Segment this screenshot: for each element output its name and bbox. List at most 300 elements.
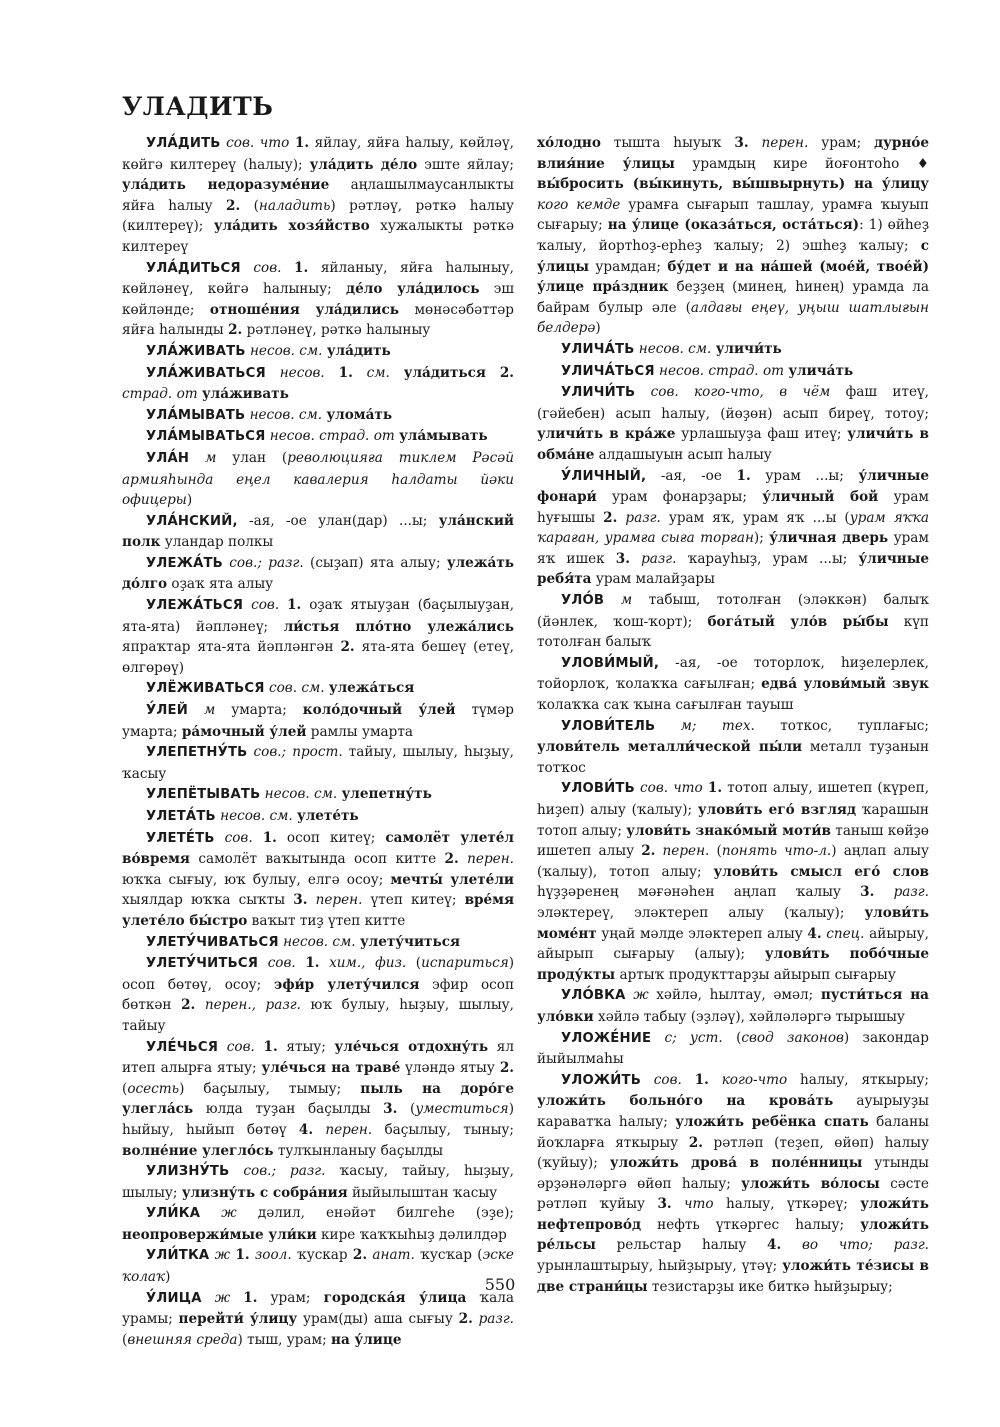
entry-text: ятыу; (277, 1038, 335, 1055)
entry-text: кире ҡаҡҡыһыҙ дәлилдәр (316, 1226, 507, 1243)
entry-text (195, 997, 205, 1013)
entry-lemma: УЛИ́КА (146, 1206, 201, 1222)
entry-text: ула́дить хозя́йство (213, 218, 370, 235)
entry-text (749, 135, 762, 151)
entry-text: мөнәсәбәттәр яйға һалынды (122, 301, 515, 339)
entry-text: оҙаҡ ята алыу (167, 576, 274, 593)
entry-text: пыль на доро́ге улегла́сь (122, 1080, 514, 1118)
entry-text: уландар полкы (160, 534, 274, 551)
entry-text: эфир осоп бөткән (122, 976, 515, 1014)
entry-lemma: УЛЕПЁТЫВАТЬ (146, 787, 261, 803)
entry-text: уложи́ть во́лосы (741, 1175, 880, 1192)
entry-text: улови́ть смысл его́ слов (713, 863, 929, 880)
dictionary-entry (122, 1161, 514, 1203)
entry-text: во что; разг. (801, 1237, 930, 1254)
dictionary-entry (122, 363, 514, 405)
entry-text (243, 597, 251, 613)
entry-text: уличи́ть в обма́не (537, 426, 929, 463)
entry-text: ула́живать (201, 386, 289, 403)
entry-text: ҡала урамы; (122, 1289, 514, 1328)
entry-text: вы́бросить (вы́кинуть, вы́швырнуть) на у́лицу (537, 176, 929, 193)
entry-text: ( (122, 1080, 128, 1097)
entry-text: кого-что (721, 1071, 788, 1088)
entry-text: несов. страд. от (269, 428, 395, 445)
entry-text: урамға сығарып ташлау, урамға ҡыуып сығарыу; (537, 196, 929, 234)
entry-text: ял итеп алырға ятыу; (122, 1038, 514, 1077)
entry-text (188, 702, 204, 718)
entry-text: осесть (127, 1080, 180, 1097)
dictionary-entry (122, 1037, 514, 1162)
entry-text: артыҡ продукттарҙы айырып сығарыу (615, 966, 896, 983)
entry-text: сов. что (640, 780, 703, 797)
entry-text: ( (122, 1331, 128, 1348)
entry-text: разг. (478, 1311, 515, 1328)
entry-text: ( (240, 197, 259, 214)
entry-text: вре́мя улете́ло бы́стро (122, 892, 515, 929)
entry-text: перен. (662, 843, 710, 860)
entry-text: уличи́ть (715, 340, 782, 357)
entry-text: айырыу, айырып сығарыу (алыу); (537, 925, 930, 963)
entry-text: перен., разг. (204, 997, 301, 1014)
entry-lemma: УЛА́МЫВАТЬ (146, 407, 246, 423)
entry-text: м (205, 449, 217, 466)
entry-text: 3. (734, 135, 749, 151)
entry-text: улету́читься (359, 933, 461, 950)
dictionary-entry (537, 985, 929, 1027)
entry-text: ула́дить недоразуме́ние (122, 177, 330, 194)
entry-text: см. (366, 364, 390, 381)
entry-text (218, 1039, 227, 1055)
entry-text (215, 830, 225, 846)
entry-text: яйлау, яйға һалыу, көйләү, көйгә килтереү (һалыу); (122, 135, 514, 173)
dictionary-entry (537, 382, 929, 465)
entry-text: сов. что (226, 135, 290, 151)
entry-text: улома́ть (326, 406, 393, 423)
entry-text: улови́ть моме́нт (537, 904, 929, 942)
dictionary-entry (122, 426, 514, 448)
entry-text: эфи́р улету́чился (274, 976, 420, 993)
entry-text: сов.; разг. (229, 554, 304, 571)
entry-lemma: УЛА́ЖИВАТЬСЯ (146, 365, 266, 381)
entry-text: урам һуғышы (537, 489, 929, 526)
entry-text (258, 955, 268, 971)
entry-text: рамлы умарта (306, 723, 413, 740)
entry-text: 2. (688, 1134, 703, 1151)
entry-text (325, 365, 339, 381)
entry-lemma: У́ЛИЧНЫЙ, (561, 468, 647, 484)
entry-text: несов. см. (638, 340, 712, 357)
entry-text: м (620, 592, 633, 609)
entry-lemma: УЛЁЖИВАТЬСЯ (146, 681, 265, 697)
dictionary-entry (122, 511, 514, 553)
entry-text: у́личный бой (762, 489, 879, 506)
entry-text: улича́ть (788, 362, 854, 379)
entry-text: таныш көйҙө ишетеп алыу (537, 822, 929, 860)
entry-text: 1. (338, 364, 353, 381)
entry-text: несов. (279, 364, 325, 381)
entry-text: оҙаҡ ятыуҙан (баҫылыуҙан, ята-ята) йәпләнеү; (122, 597, 515, 635)
entry-text: 3. (657, 1196, 672, 1213)
entry-text: түмәр умарта; (122, 702, 514, 740)
entry-text: алдағы еңеү, уңыш шатлығын белдерә (537, 299, 929, 337)
entry-lemma: УЛЕТУ́ЧИТЬСЯ (146, 956, 259, 972)
entry-text: урынлаштырыу, һыйҙырыу, үтәү; (537, 1258, 783, 1275)
entry-text: рельстар һалыу (595, 1237, 768, 1254)
entry-text: тотоп алыу, ишетеп (күреп, һиҙеп) алыу (ҡалыу); (537, 780, 930, 818)
entry-text: сов.; прост. (253, 744, 343, 761)
entry-lemma: УЛО́ВКА (561, 988, 626, 1004)
entry-text: ) (595, 320, 601, 337)
entry-text: юҡ булыу, һыҙыу, шылыу, тайыу (122, 997, 515, 1034)
entry-text: умарта; (215, 702, 303, 719)
entry-text: 3. (860, 884, 875, 901)
entry-text: табыш, тотолған (эләккән) балыҡ (йәнлек, ҡош-ҡорт); (537, 592, 929, 630)
left-column (122, 133, 514, 1350)
entry-text: ); (753, 530, 770, 547)
entry-text: городска́я у́лица (323, 1289, 467, 1306)
page-number: 550 (484, 1275, 516, 1294)
entry-text: урам яҡ ишек (537, 530, 929, 567)
entry-text: уле́чься на траве́ (261, 1060, 401, 1077)
entry-text: (сыҙап) ята алыу; (303, 554, 447, 571)
entry-text: үтеп китеү; (362, 892, 465, 909)
entry-text: ж (221, 1205, 237, 1222)
entry-text: 3. (383, 1101, 398, 1118)
entry-text (189, 450, 205, 466)
entry-text: сов. (253, 259, 282, 276)
entry-text: на у́лице (оказа́ться, оста́ться) (607, 217, 860, 234)
entry-text: ( (709, 843, 722, 860)
entry-text: ула́диться (403, 364, 486, 381)
entry-text: ) осоп бөтөү, осоу; (122, 955, 515, 993)
entry-text: сов. (226, 1038, 255, 1055)
entry-text: ҡускар (291, 1247, 353, 1264)
entry-text: сов. см. (268, 680, 325, 697)
dictionary-entry (537, 778, 929, 985)
entry-text: металл туҙанын тотҡос (537, 739, 929, 776)
entry-text: тоткос, туплағыс; (754, 717, 929, 734)
entry-text: ҡолаҡҡа саҡ ҡына сағылған тауыш (537, 697, 794, 714)
entry-lemma: УЛОЖИ́ТЬ (561, 1072, 641, 1088)
entry-text: ) закондар йыйылмаһы (537, 1029, 929, 1068)
entry-lemma: УЛИЧА́ТЬ (561, 341, 635, 357)
entry-text: испариться (421, 955, 509, 972)
entry-text: ) аңлап алыу (ҡалыу), тотоп алыу; (537, 843, 930, 880)
dictionary-entry (537, 339, 929, 361)
entry-lemma: УЛА́ЖИВАТЬ (146, 343, 246, 359)
entry-text: улови́тель металли́ческой пы́ли (537, 739, 803, 756)
entry-lemma: УЛЕЖА́ТЬСЯ (146, 598, 244, 614)
entry-text: урам; (808, 135, 875, 151)
entry-text: ж (214, 1289, 231, 1306)
entry-text (641, 1072, 654, 1088)
entry-text: 2. (352, 1247, 368, 1264)
entry-text (874, 884, 893, 900)
dictionary-entry (537, 466, 929, 591)
dictionary-entry (537, 590, 929, 653)
dictionary-entry (122, 953, 514, 1036)
entry-text: ула́мывать (399, 428, 488, 445)
dictionary-entry (122, 448, 514, 511)
entry-text: тезистарҙы ике биткә һыйҙырыу; (647, 1278, 893, 1295)
entry-text: ) (165, 1269, 171, 1286)
entry-text: ли́стья пло́тно улежа́лись (283, 618, 514, 635)
entry-lemma: УЛА́МЫВАТЬСЯ (146, 429, 266, 445)
dictionary-entry (122, 405, 514, 427)
entry-text: внешняя среда (127, 1331, 238, 1348)
entry-lemma: УЛОЖЕ́НИЕ (561, 1030, 652, 1046)
dictionary-entry (122, 1288, 514, 1351)
entry-text: перен. (325, 1121, 373, 1138)
entry-text: урам яҡ, урам яҡ ...ы ( (660, 509, 850, 526)
entry-lemma: УЛИЧИ́ТЬ (561, 385, 636, 401)
entry-text: улови́ть его́ взгляд (697, 802, 857, 818)
entry-text: сов. (653, 1071, 682, 1088)
entry-text (307, 892, 315, 908)
entry-text: едва́ улови́мый звук (761, 676, 929, 693)
entry-text (630, 551, 641, 567)
entry-text: 2. (458, 1311, 473, 1328)
entry-text: эске ҡолаҡ (122, 1247, 514, 1286)
entry-text: : 1) өйһеҙ ҡалыу, йортһоҙ-ерһеҙ ҡалыу; 2) эшһеҙ ҡалыу; (537, 217, 930, 254)
entry-text: перен. (761, 135, 809, 151)
entry-lemma: УЛА́ДИТЬ (146, 136, 221, 151)
entry-text (486, 365, 500, 381)
dictionary-entry (537, 1028, 929, 1070)
entry-text: неопровержи́мые ули́ки (122, 1226, 317, 1243)
entry-text: баҫылыу, тыныу; (372, 1121, 515, 1138)
entry-text: эш көйләнде; (122, 281, 514, 318)
entry-text: наладить (258, 197, 331, 214)
right-column (537, 133, 929, 1297)
entry-text: коло́дочный у́лей (302, 702, 456, 719)
dictionary-entry (122, 258, 514, 341)
entry-text: уложи́ть ребёнка спать (675, 1113, 869, 1130)
entry-text: ) баҫылыу, тымыу; (179, 1080, 361, 1097)
entry-text: 2. (181, 997, 196, 1014)
dictionary-entry (122, 553, 514, 595)
entry-text: де́ло ула́дилось (346, 281, 480, 298)
entry-text (200, 1205, 221, 1221)
entry-text: 2. (499, 364, 515, 381)
entry-text: бу́дет и на на́шей (мое́й, твое́й) у́лице пра́здник (537, 258, 929, 296)
entry-text: ула́дить (326, 342, 391, 359)
entry-text: сов. кого-что, в чём (650, 384, 831, 401)
entry-text: алдашыуын асып һалыу (594, 446, 772, 463)
entry-text: дурно́е влия́ние у́лицы (537, 135, 929, 172)
entry-text: утынды әрҙәнәләргә өйөп һалыу; (537, 1155, 929, 1192)
entry-text: 3. (293, 892, 308, 909)
entry-text: уложи́ть больно́го на крова́ть (537, 1093, 834, 1110)
entry-text: несов. см. (249, 406, 323, 423)
dictionary-entry (122, 828, 514, 932)
entry-text (229, 1163, 243, 1179)
entry-text: хо́лодно (537, 135, 601, 151)
entry-text: сов. (251, 597, 280, 614)
entry-text: 1. (294, 259, 309, 276)
entry-text: 3. (615, 550, 630, 567)
entry-text: һалыу, үткәреү; (713, 1196, 861, 1213)
entry-text: 2. (228, 322, 243, 339)
entry-text: у́личные фонари́ (537, 467, 929, 506)
entry-text: япраҡтар ята-ята йәпләнгән (122, 639, 341, 656)
entry-text: улежа́ть до́лго (122, 554, 515, 593)
entry-text: 1. (287, 597, 302, 614)
entry-lemma: УЛИ́ТКА (146, 1248, 210, 1264)
entry-text: ҡасыу, тайыу, һыҙыу, шылыу; (122, 1163, 514, 1201)
dictionary-entry (122, 341, 514, 363)
entry-text: несов. страд. от (659, 362, 785, 379)
entry-text: рәтләнеү, рәткә һалыныу (242, 322, 431, 339)
entry-text: ( (397, 1101, 416, 1118)
entry-text: юҡҡа сығыу, юҡ булыу, елгә осоу; (122, 871, 391, 888)
entry-text: 2. (641, 843, 656, 860)
entry-text: сов. (224, 829, 253, 846)
entry-text: уле́чься отдохну́ть (334, 1038, 489, 1055)
entry-text: 2. (340, 639, 355, 656)
entry-text: беҙҙең (минең, һинең) урамда ла байрам булыр әле ( (537, 279, 930, 316)
entry-text: понять что-л. (721, 843, 832, 860)
entry-lemma: УЛИЧА́ТЬСЯ (561, 363, 655, 379)
entry-lemma: У́ЛЕЙ (146, 703, 188, 719)
entry-text: баланы йоҡларға яткырыу (537, 1113, 930, 1151)
entry-text: самолёт ваҡытында осоп китте (189, 851, 445, 868)
entry-text: уложи́ть нефтепрово́д (537, 1196, 929, 1233)
entry-text: ауырыуҙы караватҡа һалыу; (537, 1093, 929, 1130)
entry-text: урамдан; (589, 258, 668, 275)
entry-text: 1. (694, 1071, 709, 1088)
entry-text: тышта һыуыҡ (600, 135, 735, 151)
entry-text: улови́ть знако́мый моти́в (626, 822, 831, 839)
entry-text (672, 1196, 684, 1212)
entry-lemma: УЛЕ́ЧЬСЯ (146, 1039, 219, 1055)
entry-text: мечты́ улете́ли (390, 871, 514, 888)
entry-text: йыйылыштан ҡасыу (347, 1184, 498, 1201)
entry-text: несов. см. (264, 786, 338, 803)
entry-text: тайыу, шылыу, һыҙыу, ҡасыу (122, 744, 515, 782)
entry-text: перейти́ у́лицу (178, 1311, 298, 1328)
entry-text: ж (214, 1247, 231, 1264)
entry-lemma: УЛЕТУ́ЧИВАТЬСЯ (146, 934, 279, 950)
entry-text: волне́ние улегло́сь (122, 1142, 274, 1159)
entry-text (253, 830, 263, 846)
running-headword: УЛАДИТЬ (122, 92, 274, 121)
entry-text: зоол. (254, 1247, 292, 1264)
entry-text: улете́ть (297, 808, 359, 824)
entry-text: ( (722, 1029, 742, 1046)
entry-text: 1. (736, 467, 751, 484)
entry-text (651, 1030, 664, 1046)
entry-text: сәсте рәтләп ҡуйыу (537, 1175, 929, 1213)
entry-text: хәйлә, һылтау, әмәл; (648, 987, 821, 1004)
dictionary-entry (122, 595, 514, 678)
entry-text (279, 597, 287, 613)
entry-text: уложи́ть дрова́ в поле́нницы (609, 1155, 863, 1172)
dictionary-entry (122, 742, 514, 784)
entry-text: урам; (257, 1289, 324, 1306)
entry-text: свод законов (741, 1029, 844, 1046)
dictionary-entry (537, 653, 929, 716)
entry-text: ж (633, 987, 649, 1004)
entry-text: с; уст. (664, 1029, 723, 1046)
entry-text: страд. от (122, 386, 198, 403)
entry-text: сов.; разг. (243, 1163, 326, 1180)
dictionary-entry (122, 678, 514, 700)
entry-text: -ая, -ое тоторлоҡ, һиҙелерлек, тойорлоҡ, ҡолаҡҡа сағылған; (537, 654, 929, 693)
entry-text (390, 365, 404, 381)
entry-text: осоп китеү; (276, 829, 386, 846)
entry-text: 2. (226, 197, 241, 214)
entry-text: 2. (444, 851, 459, 868)
dictionary-entry (537, 716, 929, 779)
entry-text: сов. (267, 955, 296, 972)
dictionary-entry (537, 361, 929, 383)
entry-text: урлашыуҙа фаш итеү; (675, 426, 848, 443)
entry-text: нефть үткәргес һалыу; (641, 1216, 861, 1233)
entry-text: 1. (235, 1247, 250, 1264)
entry-text: хим., физ. (329, 955, 407, 972)
entry-text: кого кемде (537, 196, 621, 213)
dictionary-entry (122, 700, 514, 742)
entry-text (281, 260, 294, 276)
entry-text: м (203, 702, 216, 719)
entry-text (604, 592, 621, 608)
entry-text: ҡарауһыҙ, урам ...ы; (676, 550, 859, 567)
entry-text (655, 718, 680, 734)
entry-text: 4. (767, 1237, 782, 1254)
entry-text: 1. (243, 1289, 258, 1306)
entry-text: ( (406, 955, 422, 972)
dictionary-entry (122, 932, 514, 954)
entry-text: разг. (893, 884, 929, 901)
entry-text: ) (186, 492, 193, 509)
entry-text: урам ...ы; (750, 467, 859, 484)
entry-text: несов. см. (220, 808, 293, 824)
entry-text: улежа́ться (328, 680, 415, 697)
entry-text: улизну́ть с собра́ния (181, 1184, 348, 1201)
entry-lemma: УЛО́В (561, 593, 605, 609)
entry-text: улан ( (216, 449, 288, 466)
entry-text: что (684, 1196, 714, 1213)
entry-text: уңай мәлде эләктереп алыу (596, 925, 808, 942)
entry-text (709, 1072, 722, 1088)
entry-text: улепетну́ть (341, 786, 432, 803)
entry-text: эләктереү, эләктереп алыу (ҡалыу); (537, 904, 865, 921)
entry-text (781, 1237, 802, 1253)
entry-text: дәлил, енәйәт билгеһе (эҙе); (236, 1205, 514, 1222)
entry-text: спец. (826, 925, 865, 942)
entry-text: күп тотолған балыҡ (537, 613, 929, 651)
entry-text: һүҙҙәренең мәғәнәһен аңлап ҡалыу (537, 884, 861, 901)
entry-text: -ая, -ое (646, 467, 737, 484)
entry-text: -ая, -ое улан(дар) ...ы; (237, 512, 439, 529)
entry-text: урамдың кире йоғонтоһо ♦ (674, 155, 929, 172)
entry-text: эште яйлау; (417, 156, 514, 173)
entry-lemma: УЛЕТЕ́ТЬ (146, 830, 215, 846)
entry-text: ) һыйыу, һыйып бөтөү (122, 1101, 514, 1138)
entry-text: уличи́ть в кра́же (537, 426, 676, 443)
entry-text: урам фонарҙары; (596, 489, 763, 506)
entry-text: ула́дить де́ло (309, 156, 418, 173)
entry-text (682, 1072, 695, 1088)
entry-text: хәйлә табыу (эҙләү), хәйләләргә тырышыу (593, 1008, 905, 1025)
entry-text: революцияға тиклем Рәсәй армияһында еңел кавалерия һалдаты йәки офицеры (122, 449, 514, 509)
entry-text: уместиться (415, 1101, 509, 1118)
entry-text: уложи́ть те́зисы в две страни́цы (537, 1258, 929, 1295)
entry-lemma: УЛОВИ́ТЕЛЬ (561, 718, 656, 734)
entry-text: перен. (467, 851, 514, 868)
entry-lemma: УЛА́ДИТЬСЯ (146, 260, 241, 276)
